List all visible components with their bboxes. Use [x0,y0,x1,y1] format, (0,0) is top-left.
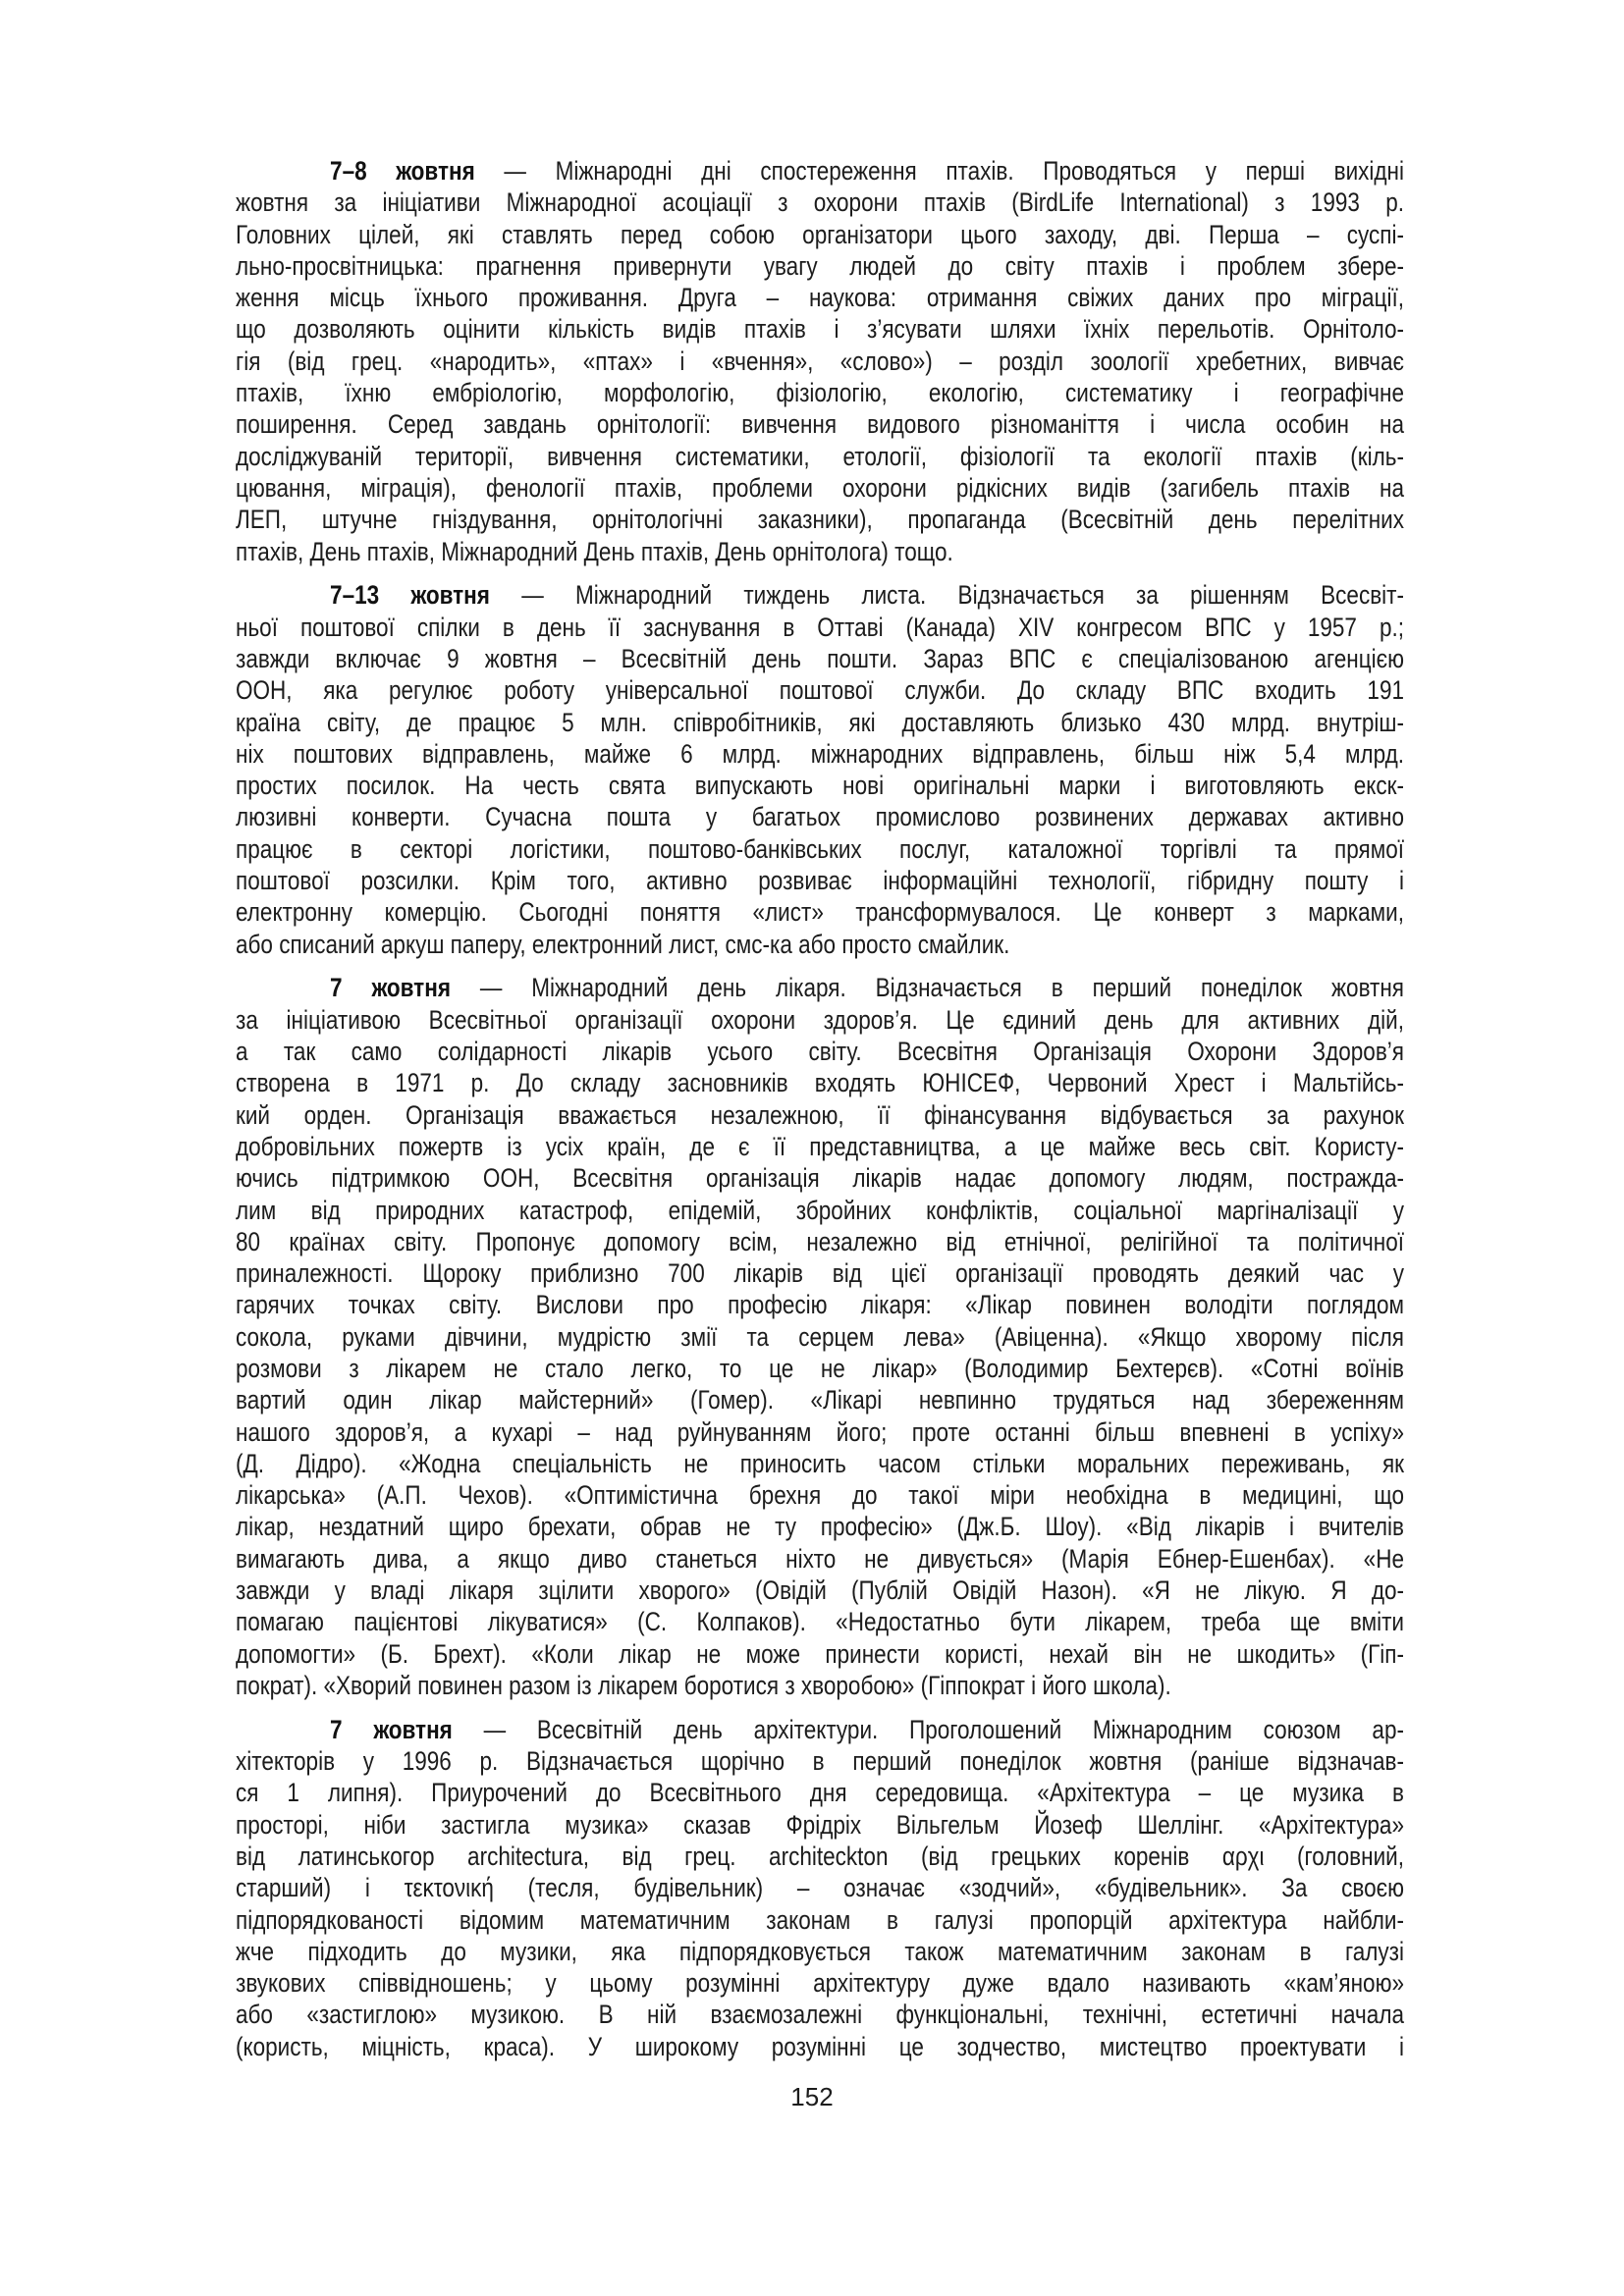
text-line [236,1999,1404,2030]
text-line [236,1606,1404,1637]
line-text: від латинськогор architectura, від грец. architeckton (від грецьких коренів αρχι (головний, [236,1841,1404,1871]
text-line [236,1195,1404,1226]
line-text: — Міжнародний день лікаря. Відзначається в перший понеділок жовтня [450,973,1404,1003]
line-text: лікар, нездатний щиро брехати, обрав не ту професію» (Дж.Б. Шоу). «Від лікарів і вчителів [236,1512,1404,1542]
text-line [236,2031,1404,2062]
text-line [236,1670,1404,1701]
event-date: 7 жовтня [330,1714,453,1744]
page-number: 152 [790,2082,834,2111]
text-line [236,972,1404,1003]
text-line [236,1936,1404,1967]
text-line [236,896,1404,928]
text-line [236,1099,1404,1131]
text-line [236,1872,1404,1903]
line-text: або «застиглою» музикою. В ній взаємозалежні функціональні, технічні, естетичні начала [236,2000,1404,2030]
line-text: (користь, міцність, краса). У широкому розумінні це зодчество, мистецтво проектувати і [236,2031,1404,2061]
line-text: завжди включає 9 жовтня – Всесвітній день пошти. Зараз ВПС є спеціалізованою агенцією [236,643,1404,673]
line-text: цювання, міграція), фенології птахів, проблеми охорони рідкісних видів (загибель птахів на [236,472,1404,503]
line-text: або списаний аркуш паперу, електронний лист, смс-ка або просто смайлик. [236,929,1010,959]
text-line [236,1511,1404,1542]
line-text: птахів, їхню ембріологію, морфологію, фізіологію, екологію, систематику і географічне [236,378,1404,408]
text-line [236,674,1404,706]
line-text: — Міжнародний тиждень листа. Відзначається за рішенням Всесвіт- [489,580,1404,611]
line-text: льно-просвітницька: прагнення привернути увагу людей до світу птахів і проблем збере- [236,250,1404,281]
text-line [236,1226,1404,1257]
text-line [236,313,1404,345]
line-text: допомогти» (Б. Брехт). «Коли лікар не може принести користі, нехай він не шкодить» (Гіп- [236,1638,1404,1669]
line-text: ООН, яка регулює роботу універсальної поштової служби. До складу ВПС входить 191 [236,675,1404,706]
line-text: хітекторів у 1996 р. Відзначається щорічно в перший понеділок жовтня (раніше відзначав- [236,1746,1404,1777]
line-text: працює в секторі логістики, поштово-банківських послуг, каталожної торгівлі та прямої [236,833,1404,864]
text-line [236,1575,1404,1606]
line-text: жовтня за ініціативи Міжнародної асоціації з охорони птахів (BirdLife International) з 1993 р. [236,187,1404,218]
text-line [236,504,1404,535]
line-text: птахів, День птахів, Міжнародний День птахів, День орнітолога) тощо. [236,536,953,566]
text-line [236,1131,1404,1162]
line-text: добровільних пожертв із усіх країн, де є її представництва, а це майже весь світ. Користу- [236,1131,1404,1161]
text-line [236,1777,1404,1808]
text-line [236,377,1404,408]
text-line [236,1289,1404,1320]
text-line [236,612,1404,643]
text-line [236,738,1404,770]
line-text: гія (від грец. «народить», «птах» і «вчення», «слово») – розділ зоології хребетних, вивчає [236,346,1404,376]
text-line [236,1745,1404,1777]
text-line [236,187,1404,218]
text-line [236,1353,1404,1384]
line-text: ЛЕП, штучне гніздування, орнітологічні заказники), пропаганда (Всесвітній день перелітних [236,505,1404,535]
line-text: гарячих точках світу. Вислови про професію лікаря: «Лікар повинен володіти поглядом [236,1290,1404,1320]
page-body [236,155,1404,2075]
text-line [236,346,1404,377]
paragraph [236,1714,1404,2062]
line-text: розмови з лікарем не стало легко, то це не лікар» (Володимир Бехтерєв). «Сотні воїнів [236,1353,1404,1383]
line-text: поширення. Серед завдань орнітології: вивчення видового різноманіття і числа особин на [236,409,1404,440]
line-text: ніх поштових відправлень, майже 6 млрд. міжнародних відправлень, більш ніж 5,4 млрд. [236,738,1404,769]
line-text: ючись підтримкою ООН, Всесвітня організація лікарів надає допомогу людям, постражда- [236,1163,1404,1194]
text-line [236,1416,1404,1448]
text-line [236,408,1404,440]
line-text: 80 країнах світу. Пропонує допомогу всім, незалежно від етнічної, релігійної та політичної [236,1226,1404,1256]
text-line [236,1967,1404,1999]
event-date: 7–13 жовтня [330,580,490,611]
line-text: нашого здоров’я, а кухарі – над руйнуванням його; проте останні більш впевнені в успіху» [236,1416,1404,1447]
text-line [236,643,1404,674]
text-line [236,865,1404,896]
text-line [236,219,1404,250]
line-text: кий орден. Організація вважається незалежною, її фінансування відбувається за рахунок [236,1099,1404,1130]
text-line [236,282,1404,313]
line-text: — Всесвітній день архітектури. Проголошений Міжнародним союзом ар- [452,1714,1404,1744]
text-line [236,1067,1404,1098]
line-text: просторі, ніби застигла музика» сказав Фрідріх Вільгельм Йозеф Шеллінг. «Архітектура» [236,1809,1404,1840]
line-text: — Міжнародні дні спостереження птахів. Проводяться у перші вихідні [474,156,1405,186]
text-line [236,1321,1404,1353]
event-date: 7 жовтня [330,973,451,1003]
text-line [236,1809,1404,1841]
line-text: жче підходить до музики, яка підпорядковується також математичним законам в галузі [236,1936,1404,1966]
line-text: лікарська» (А.П. Чехов). «Оптимістична брехня до такої міри необхідна в медицині, що [236,1480,1404,1511]
line-text: вартий один лікар майстерний» (Гомер). «Лікарі невпинно трудяться над збереженням [236,1385,1404,1415]
paragraph [236,972,1404,1701]
text-line [236,1257,1404,1289]
line-text: електронну комерцію. Сьогодні поняття «лист» трансформувалося. Це конверт з марками, [236,897,1404,928]
line-text: звукових співвідношень; у цьому розумінні архітектуру дуже вдало називають «кам’яною» [236,1968,1404,1999]
text-line [236,1004,1404,1036]
line-text: поштової розсилки. Крім того, активно розвиває інформаційні технології, гібридну пошту і [236,866,1404,896]
text-line [236,833,1404,865]
text-line [236,707,1404,738]
text-line [236,801,1404,832]
line-text: вимагають дива, а якщо диво станеться ніхто не дивується» (Марія Ебнер-Ешенбах). «Не [236,1543,1404,1574]
line-text: старший) і τεκτονική (тесля, будівельник) – означає «зодчий», «будівельник». За своєю [236,1873,1404,1903]
line-text: ся 1 липня). Приурочений до Всесвітнього дня середовища. «Архітектура – це музика в [236,1778,1404,1808]
line-text: лим від природних катастроф, епідемій, збройних конфліктів, соціальної маргіналізації у [236,1195,1404,1225]
line-text: країна світу, де працює 5 млн. співробітників, які доставляють близько 430 млрд. внутріш- [236,707,1404,737]
paragraph [236,155,1404,567]
line-text: простих посилок. На честь свята випускають нові оригінальні марки і виготовляють екск- [236,771,1404,801]
line-text: пократ). «Хворий повинен разом із лікарем боротися з хворобою» (Гіппократ і його школа). [236,1670,1171,1700]
line-text: що дозволяють оцінити кількість видів птахів і з’ясувати шляхи їхніх перельотів. Орнітоло- [236,314,1404,345]
line-text: ження місць їхнього проживання. Друга – наукова: отримання свіжих даних про міграції, [236,283,1404,313]
line-text: підпорядкованості відомим математичним законам в галузі пропорцій архітектура найбли- [236,1904,1404,1935]
line-text: ньої поштової спілки в день її заснування в Оттаві (Канада) XIV конгресом ВПС у 1957 р.; [236,612,1404,642]
text-line [236,770,1404,801]
line-text: (Д. Дідро). «Жодна спеціальність не приносить часом стільки моральних переживань, як [236,1448,1404,1478]
text-line [236,1162,1404,1194]
line-text: люзивні конверти. Сучасна пошта у багатьох промислово розвинених державах активно [236,802,1404,832]
text-line [236,441,1404,472]
line-text: за ініціативою Всесвітньої організації охорони здоров’я. Це єдиний день для активних дій, [236,1004,1404,1035]
line-text: Головних цілей, які ставлять перед собою організатори цього заходу, дві. Перша – суспі- [236,219,1404,249]
text-line [236,1543,1404,1575]
text-line [236,1479,1404,1511]
line-text: завжди у владі лікаря зцілити хворого» (Овідій (Публій Овідій Назон). «Я не лікую. Я до- [236,1575,1404,1606]
line-text: сокола, руками дівчини, мудрістю змії та серцем лева» (Авіценна). «Якщо хворому після [236,1321,1404,1352]
text-line [236,1448,1404,1479]
text-line [236,579,1404,611]
text-line [236,536,1404,567]
text-line [236,250,1404,282]
text-line [236,472,1404,504]
text-line [236,1036,1404,1067]
text-line [236,929,1404,960]
line-text: приналежності. Щороку приблизно 700 лікарів від цієї організації проводять деякий час у [236,1258,1404,1289]
text-line [236,1384,1404,1415]
text-line [236,1841,1404,1872]
text-line [236,1904,1404,1936]
text-line [236,1638,1404,1670]
paragraph [236,579,1404,960]
line-text: а так само солідарності лікарів усього світу. Всесвітня Організація Охорони Здоров’я [236,1037,1404,1067]
event-date: 7–8 жовтня [330,156,475,186]
text-line [236,155,1404,187]
text-line [236,1714,1404,1745]
line-text: створена в 1971 р. До складу засновників входять ЮНІСЕФ, Червоний Хрест і Мальтійсь- [236,1068,1404,1098]
line-text: досліджуваній території, вивчення систематики, етології, фізіології та екології птахів (кіль- [236,441,1404,471]
line-text: помагаю пацієнтові лікуватися» (С. Колпаков). «Недостатньо бути лікарем, треба ще вміти [236,1607,1404,1637]
